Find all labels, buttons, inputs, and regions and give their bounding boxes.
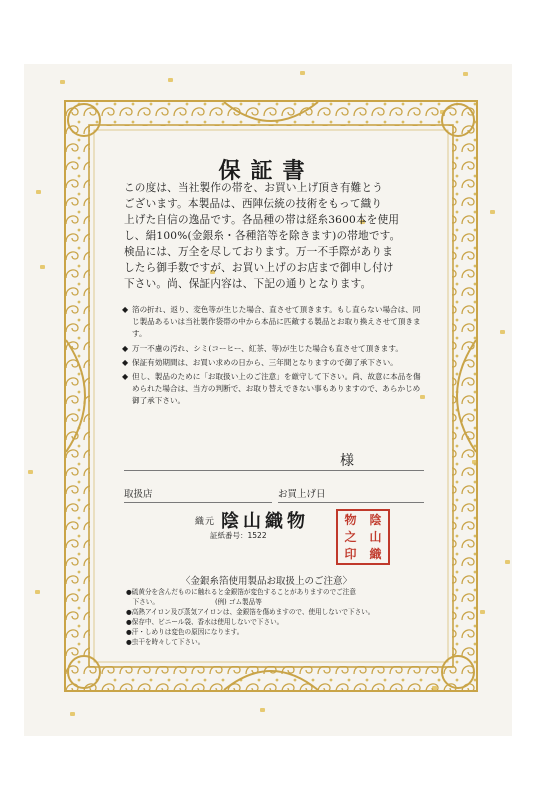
warranty-notes <box>122 304 424 410</box>
care-note: ●高熱アイロン及び蒸気アイロンは、金銀箔を傷めますので、使用しないで下さい。 <box>126 608 375 617</box>
care-note: ●硫黄分を含んだものに触れると金銀箔が変色することがありますのでご注意 <box>126 588 356 596</box>
intro-line: 下さい。尚、保証内容は、下記の通りとなります。 <box>124 278 372 290</box>
warranty-note: ◆ 箔の折れ、返り、変色等が生じた場合、直させて頂きます。もし直らない場合は、同じ製品あるいは当社製作袋帯の中から本品に匹敵する製品とお取り換えさせて頂きます。 <box>122 305 421 339</box>
diamond-bullet-icon: ◆ <box>122 305 129 314</box>
customer-suffix: 様 <box>340 453 354 469</box>
care-note: ●虫干を時々して下さい。 <box>126 638 205 647</box>
seal-char: 印 <box>344 547 357 562</box>
seal-char: 之 <box>344 529 357 544</box>
diamond-bullet-icon: ◆ <box>122 343 129 353</box>
maker-name-text: 陰山織物 <box>221 511 310 532</box>
intro-line: 上げた自信の逸品です。各品種の帯は経糸3600本を使用 <box>124 214 400 226</box>
seal-char: 山 <box>369 529 382 544</box>
purchase-date-field[interactable] <box>278 486 424 503</box>
intro-line: 検品には、万全を尽しております。万一不手際がありま <box>124 246 393 258</box>
diamond-bullet-icon: ◆ <box>122 372 129 382</box>
intro-line: し、絹100%(金銀糸・各種箔等を除きます)の帯地です。 <box>124 230 401 242</box>
purchase-date-label: お買上げ日 <box>278 489 326 500</box>
intro-line: この度は、当社製作の帯を、お買い上げ頂き有難とう <box>124 182 384 194</box>
intro-paragraph <box>124 180 424 292</box>
care-note: ●汗・しめりは変色の原因になります。 <box>126 628 244 637</box>
warranty-note: ◆ 但し、製品のために「お取扱い上のご注意」を厳守して下さい。尚、故意に本品を傷められた場合は、当方の判断で、お取り替えできない事もありますので、あらかじめ御了承下さい。 <box>122 372 421 406</box>
warranty-note: ◆ 保証有効期間は、お買い求めの日から、三年間となりますので御了承下さい。 <box>122 357 424 369</box>
seal-char: 陰 <box>369 512 382 527</box>
cert-number: 証紙番号：1522 <box>210 531 267 540</box>
red-seal-stamp <box>336 509 390 565</box>
dealer-label: 取扱店 <box>124 489 153 500</box>
intro-line: したら御手数ですが、お買い上げのお店まで御申し付け <box>124 262 394 274</box>
care-title: 〈金銀糸箔使用製品お取扱上のご注意〉 <box>180 576 352 587</box>
warranty-note: ◆ 万一不慮の汚れ、シミ(コーヒー、紅茶、等)が生じた場合も直させて頂きます。 <box>122 343 424 355</box>
diamond-bullet-icon: ◆ <box>122 357 129 367</box>
dealer-field[interactable] <box>124 486 272 503</box>
seal-char: 物 <box>344 512 357 527</box>
maker-prefix: 織元 <box>195 517 216 527</box>
care-note: 下さい。 (例) ゴム製品等 <box>126 598 262 607</box>
customer-name-line[interactable] <box>124 450 424 471</box>
seal-char: 織 <box>369 547 382 562</box>
intro-line: ございます。本製品は、西陣伝統の技術をもって織り <box>124 198 383 210</box>
care-note: ●保存中、ビニール袋、香水は使用しないで下さい。 <box>126 618 284 627</box>
care-notes <box>126 587 426 648</box>
document-title: 保証書 <box>218 158 315 184</box>
